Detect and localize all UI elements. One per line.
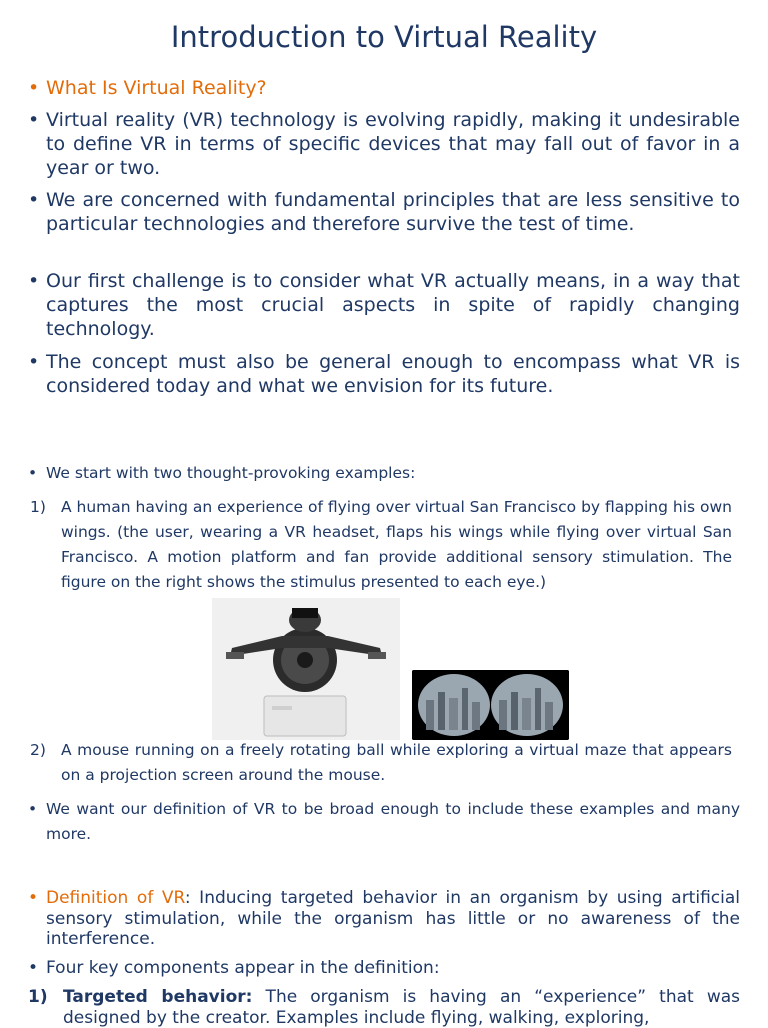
examples-intro <box>28 461 740 486</box>
stereo-view-photo <box>412 670 569 740</box>
examples-intro-text: We start with two thought-provoking examples: <box>46 464 416 482</box>
broad-note-text: We want our definition of VR to be broad enough to include these examples and many more. <box>46 800 740 843</box>
example-text: A mouse running on a freely rotating ball while exploring a virtual maze that appears on a projection screen around the mouse. <box>61 741 732 784</box>
bullet-dot: • <box>28 800 38 818</box>
bullet-text: Virtual reality (VR) technology is evolving rapidly, making it undesirable to define VR in terms of specific devices that may fall out of favor in a year or two. <box>46 109 740 179</box>
component-label: Targeted behavior: <box>63 987 253 1007</box>
bullet-text: The concept must also be general enough to encompass what VR is considered today and what we envision for its future. <box>46 351 740 397</box>
definition-label: Definition of VR <box>46 888 185 908</box>
example-item-2 <box>30 738 732 788</box>
bullet-text: Our first challenge is to consider what VR actually means, in a way that captures the most crucial aspects in spite of rapidly changing technology. <box>46 270 740 340</box>
definition-text: : Inducing targeted behavior in an organism by using artificial sensory stimulation, while the organism has little or no awareness of the interference. <box>46 888 740 949</box>
bullet-dot: • <box>28 351 40 373</box>
bullet-dot: • <box>28 464 38 482</box>
component-number: 1) <box>28 987 48 1007</box>
component-1 <box>28 987 740 1028</box>
heading-text: What Is Virtual Reality? <box>46 77 267 99</box>
bullet-item <box>28 350 740 398</box>
components-intro <box>28 958 740 979</box>
bullet-dot: • <box>28 888 39 908</box>
definition <box>28 888 740 950</box>
bullet-item <box>28 269 740 341</box>
section-heading <box>28 76 740 100</box>
stereo-eye-views <box>412 670 569 740</box>
flying-simulator-photo <box>212 598 400 740</box>
component-text: The organism is having an “experience” that was designed by the creator. Examples include flying, walking, exploring, <box>63 987 740 1028</box>
bullet-dot: • <box>28 77 40 99</box>
page-title: Introduction to Virtual Reality <box>170 20 598 54</box>
example-number: 2) <box>30 741 46 759</box>
example-item-1 <box>30 495 732 595</box>
bullet-dot: • <box>28 270 40 292</box>
bullet-dot: • <box>28 109 40 131</box>
bullet-item <box>28 108 740 180</box>
components-intro-text: Four key components appear in the definition: <box>46 958 440 978</box>
bullet-item <box>28 188 740 236</box>
bullet-dot: • <box>28 958 39 978</box>
bullet-dot: • <box>28 189 40 211</box>
example-number: 1) <box>30 498 46 516</box>
example-text: A human having an experience of flying over virtual San Francisco by flapping his own wings. (the user, wearing a VR headset, flaps his wings while flying over virtual San Francisco. A motion platform and fan provide additional sensory stimulation. The figure on the right shows the stimulus presented to each eye.) <box>61 498 732 591</box>
broad-note <box>28 797 740 847</box>
bullet-text: We are concerned with fundamental principles that are less sensitive to particular technologies and therefore survive the test of time. <box>46 189 740 235</box>
flying-simulator-illustration <box>212 598 400 740</box>
